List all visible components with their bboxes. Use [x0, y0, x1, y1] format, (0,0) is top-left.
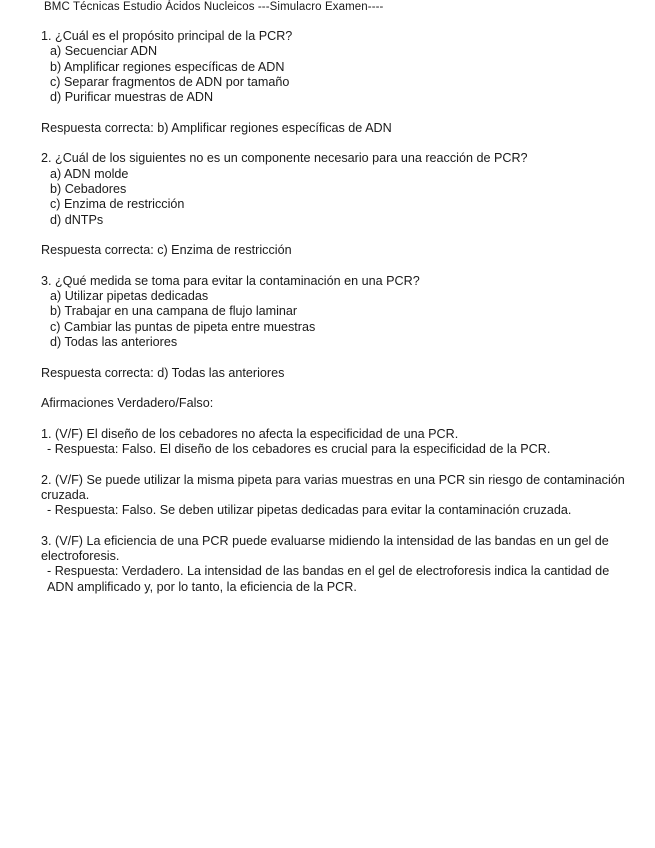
option-c: c) Separar fragmentos de ADN por tamaño [50, 74, 290, 89]
tf-item-3 [41, 534, 633, 595]
question-3 [41, 274, 633, 350]
option-d: d) Todas las anteriores [50, 334, 178, 349]
question-text: 3. ¿Qué medida se toma para evitar la contaminación en una PCR? [41, 273, 420, 288]
tf-response: - Respuesta: Falso. Se deben utilizar pipetas dedicadas para evitar la contaminación cruzada. [47, 503, 572, 518]
option-b: b) Cebadores [50, 181, 127, 196]
tf-heading: Afirmaciones Verdadero/Falso: [41, 396, 214, 411]
option-b: b) Trabajar en una campana de flujo laminar [50, 304, 298, 319]
option-c: c) Enzima de restricción [50, 197, 185, 212]
question-2 [41, 151, 633, 227]
tf-statement: 2. (V/F) Se puede utilizar la misma pipeta para varias muestras en una PCR sin riesgo de contaminación cruzada. [41, 472, 625, 502]
tf-item-2 [41, 473, 633, 519]
document-body [41, 29, 633, 595]
tf-response: - Respuesta: Verdadero. La intensidad de las bandas en el gel de electroforesis indica la cantidad de ADN amplificado y, por lo tanto, la eficiencia de la PCR. [47, 564, 610, 594]
question-1 [41, 29, 633, 105]
option-d: d) Purificar muestras de ADN [50, 90, 214, 105]
option-a: a) ADN molde [50, 166, 129, 181]
option-d: d) dNTPs [50, 212, 104, 227]
question-text: 1. ¿Cuál es el propósito principal de la PCR? [41, 29, 293, 43]
tf-item-1 [41, 427, 633, 458]
option-a: a) Secuenciar ADN [50, 44, 158, 59]
question-text: 2. ¿Cuál de los siguientes no es un componente necesario para una reacción de PCR? [41, 151, 528, 166]
tf-statement: 3. (V/F) La eficiencia de una PCR puede evaluarse midiendo la intensidad de las bandas en un gel de electroforesis. [41, 533, 609, 564]
answer-3: Respuesta correcta: d) Todas las anteriores [41, 365, 285, 380]
option-b: b) Amplificar regiones específicas de ADN [50, 59, 285, 74]
answer-2: Respuesta correcta: c) Enzima de restricción [41, 243, 292, 258]
document-header: BMC Técnicas Estudio Ácidos Nucleicos ---Simulacro Examen---- [44, 1, 384, 13]
answer-1: Respuesta correcta: b) Amplificar regiones específicas de ADN [41, 120, 392, 135]
tf-statement: 1. (V/F) El diseño de los cebadores no afecta la especificidad de una PCR. [41, 426, 459, 441]
option-c: c) Cambiar las puntas de pipeta entre muestras [50, 319, 316, 334]
option-a: a) Utilizar pipetas dedicadas [50, 289, 209, 304]
tf-response: - Respuesta: Falso. El diseño de los cebadores es crucial para la especificidad de la PCR. [47, 442, 551, 457]
